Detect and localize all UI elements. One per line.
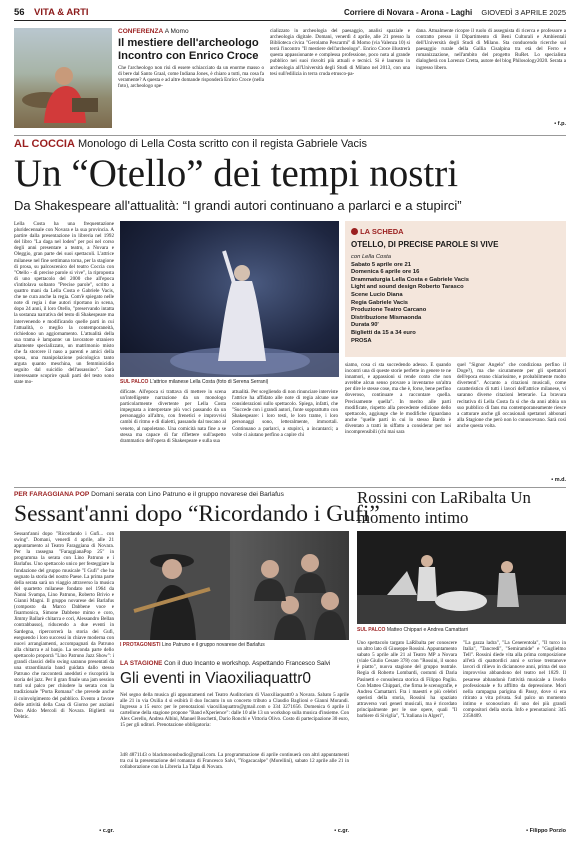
info-line: Produzione Teatro Carcano [351, 307, 427, 314]
info-box [345, 221, 566, 357]
bullet-icon: • [551, 477, 554, 483]
section-name: VITA & ARTI [34, 7, 89, 18]
lella-costa-photo [120, 221, 339, 377]
top-article-signature: • f.p. [554, 121, 566, 127]
ribalta-article-signature: • Filippo Porzio [526, 828, 566, 834]
ribalta-photo [357, 531, 566, 624]
top-article-col3: dana. Attualmente ricopre il ruolo di assegnista di ricerca e professore a contratto presso il Dipartimento di Beni Culturali e Ambientali dell'Università degli Studi di Milano. Sta conducendo ricerche sul paesaggio rurale della Gallia Cisalpina tra età del Ferro e romanizzazione, nell'ambito del progetto RuRet. Lo specialista dialogherà con Lorenzo Cretta, autore del blog Philosology2020. Serata a ingresso libero. [416, 28, 566, 71]
main-article-col4: siamo, cosa ci sta succedendo adesso. E quando incontri una di queste storie perfette in genere te ne innamori, e appassioni si rende conto che non avrebbe alcun senso provare a inventarne un'altra per dire le stesse cose, ma che è, forse, bene perfino doveroso, continuare a raccontare quella. Precisamente quella". In merito alle parti modificate, rispetto alla precedente edizione dello spettacolo, aggiunge che le modifiche riguardano anche "quelle parti in cui lo stesso Bardo è diventato a tratti in siffatto a considerar per noi incomprensibili (chi mai sara [345, 362, 451, 436]
ribalta-article-col1: Uno spettacolo targato LaRibalta per conoscere un altro lato di Giuseppe Rossini. Appuntamento sabato 5 aprile alle 21 al Teatro MP a Novara (viale Giulio Cesare 378) con "Rossini, il suono è piatto", nuova stagione del gruppo teatrale. Regia di Roberto Lombardi, costumi di Daria Pasinetti e consulenza storica di Filippo Pagliu. Con Matteo Chippari, che firma le scenografie, e Andrea Camattarri. Fra i maestri e più celebri operisti della storia, Rossini ha spaziato attraverso vari generi musicali, ma è ricordato principalmente per le sue opere, quali "Il barbiere di Siviglia", "L'italiana in Algeri", [357, 640, 457, 720]
separator-rule [14, 135, 566, 136]
top-article-title: Il mestiere dell'archeologo Incontro con Enrico Croce [118, 37, 259, 62]
info-line: Drammaturgia Lella Costa e Gabriele Vacis [351, 276, 469, 283]
page-number: 56 [14, 7, 25, 18]
main-article-subtitle: Da Shakespeare all'attualità: “I grandi autori continuano a parlarci e a stupirci” [14, 198, 462, 213]
info-box-lines [351, 254, 560, 345]
stagione-article-col2: 348 4871143 o blackmoonsbudio@gmail.com. La programmazione di aprile continuerà con altri appuntamenti tra cui la presentazione del romanzo di Francesco Salvi, "Yogacacalpe" (Morellini), sabato 12 aprile alle 21 in collaborazione con la Libreria La Talpa di Novara. [120, 752, 349, 771]
ribalta-article-col2: "La gazza ladra", "La Cenerentola", "Il turco in Italia", "Tancredi", "Semiramide" e "Guglielmo Tell". Rossini diede vita alla prima composizione all'età di quattordici anni e scrisse trentanove lavori di rilievo in diciannove anni, prima del suo improvviso abbandono del teatro nel 1829. Il pesarese abbandonò l'attività musicale a livello professionale e fu afflitto da depressione. Morì nella campagna parigina di Passy, dove si era ritirato a vita privata. Sul palco un momento intimo e sconosciuto di uno dei più grandi compositori della storia. Info e prenotazioni: 345 2358409. [463, 640, 566, 720]
gufi-photo-caption: I PROTAGONISTI Lino Patruno e il gruppo novarese dei Barlafus [120, 642, 265, 648]
gufi-article-signature: • c.gr. [99, 828, 114, 834]
info-line: Durata 90' [351, 322, 379, 329]
info-line: con Lella Costa [351, 254, 391, 260]
top-article-col1: Che l'archeologo non risi di essere schiacciato da un enorme masso o di bere dal Santo Graal, come Indiana Jones, è chiaro a tutti, ma cosa fa veramente? A questa e ad altre domande risponderà Enrico Croce (nella foto), archeologo spe- [118, 65, 264, 90]
stagione-article-title: Gli eventi in Viaoxiliaquattr0 [120, 670, 311, 687]
info-line: Scene Lucio Diana [351, 291, 403, 298]
gufi-photo [120, 531, 349, 640]
info-icon [351, 228, 358, 235]
archaeologist-photo [14, 28, 112, 128]
info-line: Domenica 6 aprile ore 16 [351, 269, 420, 276]
ribalta-article-title: Rossini con LaRibalta Un momento intimo [357, 488, 531, 527]
bullet-icon: • [554, 121, 557, 127]
main-photo-caption: SUL PALCO L'attrice milanese Lella Costa (foto di Serena Serrani) [120, 379, 269, 385]
main-article-col3: attualità. Per scegliendo di non rinunciare interviste l'attrice ha affidato alle note di regia alcune sue considerazioni sullo spettacolo. Spiega, infatti, che "Succede con i grandi autori, fonte sopprattutto con Shakespeare: i loro testi, le loro trame, i loro personaggi sono, letteralmente, immortali. Continuano a parlarci, a stupirci, a incantarci; a volte ci aiutano perfino a capire chi [232, 389, 338, 438]
main-article-overline: AL COCCIA Monologo di Lella Costa scritto con il regista Gabriele Vacis [14, 138, 367, 150]
info-line: Sabato 5 aprile ore 21 [351, 261, 411, 268]
bullet-icon: • [99, 828, 102, 834]
info-line: Regia Gabriele Vacis [351, 299, 409, 306]
stagione-article-overline: LA STAGIONE Con il duo Incanto e workshop. Aspettando Francesco Salvi [120, 660, 331, 667]
stagione-article-signature: • c.gr. [334, 828, 349, 834]
top-article-col2: cializzato in archeologia del paesaggio, analisi spaziale e archeologia digitale. Domani, venerdì 4 aprile, alle 21 presso la Biblioteca civica "Gerolamo Pescarmi" di Momo (via Valenza 10) si terrà l'incontro "Il mestiere dell'archeologo". Enrico Croce illustrerà questa appassionante e complessa professione, poco nota al grande pubblico nei suoi risvolti più attuali e tecnici. Si è laureato in archeologia all'Università degli Studi di Milano nel 2013, con una tesi sull'edilizia in terra cruda etrusco-pa- [270, 28, 410, 77]
info-line: Light and sound design Roberto Tarasco [351, 284, 464, 291]
info-box-title: OTELLO, DI PRECISE PAROLE SI VIVE [351, 240, 499, 249]
main-article-col1: Lella Costa ha una frequentazione pluridecennale con Novara e la sua provincia. A partire dalla presentazione in libreria nel 1992 del libro "La daga nel loden" per poi nel corso degli anni presentare a teatro, a Novara e Oleggio, gran parte dei suoi spettacoli. L'attrice milanese nel fine settimana torna, per la stagione di prosa, su palcoscenico del teatro Coccia con "Otello - di precise parole si vive", la riproposta di uno spettacolo del 2000 che all'epoca s'intitolava soltanto "Precise parole", scritto a quattro mani da Lella Costa e Gabriele Vacis, che ne cura anche la regia. Com'è spiegato nelle note di regia i due autori riportano in scena, dopo 24 anni, il loro Otello, "preservando intatta la sostanza narrativa del testo di Shakespeare ma intervenendo e modificando quelle parti in cui l'attualità, o meglio la contemporaneità, richiedono un aggiornamento. L'attualità della sua trama è lampante: un lavoratore straniero altamente specializzato, un matrimonio misto che fa storcere il naso a parenti e amici della sposa, una manipolazione psicologica tanto arguta quanto meschina, un femminicidio seguito dal suicidio dell'assassino". Sarà interessante scoprire quali parti del testo sono state mo- [14, 221, 114, 386]
info-box-label: LA SCHEDA [351, 227, 560, 236]
info-line: Biglietti da 15 a 34 euro [351, 329, 416, 336]
issue-date: GIOVEDÌ 3 APRILE 2025 [481, 8, 566, 17]
info-line: PROSA [351, 337, 372, 344]
bullet-icon: • [334, 828, 337, 834]
gufi-article-text: Sessant'anni dopo "Ricordando i Gufi... con swing". Domani, venerdì 4 aprile, alle 21 appuntamento al Teatro Faraggiana di Novara. Per la rassegna "FaraggianaPop 25" in programma la serata con Lino Patruno e i Barlafus. Uno spettacolo unico per festeggiare la fondazione del gruppo musicale "I Gufi" che ha segnato la storia del nostro Paese. La prima parte della serata sarà un viaggio attraverso la musica del quartetto milanese fondato nel 1964 da Nanni Svampa, Lino Patruno, Roberto Brivio e Gianni Magni. Il gruppo novarese dei Barlafus (composto da Marco Dabbene voce e fisarmonica, Simone Dabbene mimo e coro, Jimmy Ballarè chitarra e cori, Alessandro Bellan contrabbasso), riducendo a due eventi in Sardegna, ripercorrerà la storia dei Gufi, eseguendo i loro successi in chiave moderna con nuovi arrangiamenti, accompagnati da Patruno alla chitarra e al banjo. La seconda parte dello spettacolo proporrà "Lino Patruno Jazz Show": i grandi classici dello swing saranno presentati da una straordinaria band guidata dallo stesso Patruno che racconterà aneddoti e riscoprirà la storia del jazz. Per il gran finale una jam session tutti sul palco per chiudere la serata con la tradizionale "Porta Romana" che prevede anche il coinvolgimento del pubblico. Evento a favore delle attività della Casa di Giorno per anziani Don Aldo Mercoli di Novara. Biglietti su Webtic. [14, 531, 114, 720]
gufi-article-title: Sessant'anni dopo “Ricordando i Gufi” [14, 501, 380, 527]
bullet-icon: • [526, 828, 529, 834]
newspaper-name: Corriere di Novara - Arona - Laghi [344, 8, 473, 17]
main-article-signature: • m.d. [551, 477, 566, 483]
top-article-kicker: CONFERENZA A Momo [118, 28, 189, 35]
stagione-article-col1: Nel segno della musica gli appuntamenti nel Teatro Auditorium di Viaoxiliaquattr0 a Novara. Sabato 5 aprile alle 21 in via Oxilia 4 si esibirà il duo Incanto in un concerto tributo a Claudio Baglioni e Gianni Morandi. Ingresso a 15 euro: per le prenotazioni viaoxiliaquattro@gmail.com o 334 3271656. Domenica 6 aprile il cartellone della stagione propone "Band eXperience": dalle 10 alle 13 un workshop sulla musica d'insieme. Con Alex Cerello, Andrea Albini, Manuel Boschetti, Dario Ronchi e Vittoria Olivo. Costo di partecipazione 30 euro, 15 per gli uditori. Prenotazione obbligatoria: [120, 692, 349, 729]
info-line: Distribuzione Mismaonda [351, 314, 422, 321]
main-article-col2: dificate. All'epoca si trattava di mettere in scena un'intelligente narrazione da un monologo particolarmente divertente per Lella Costa impegnata a interpretare più voci passando da un personaggio all'altro, con frenetici e improvvisi cambi di ritmo e di dialetti, passando dal toscano al veneto, al napoletano. Una comicità nata fine a se stessa ma capace di far riflettere sull'aspetto drammatico dell'opera di Shakespeare e sulla sua [120, 389, 226, 444]
ribalta-photo-caption: SUL PALCO Matteo Chippari e Andrea Camattarri [357, 627, 469, 633]
main-article-title: Un “Otello” dei tempi nostri [14, 152, 459, 195]
main-article-col5: quel "Signor Angelo" che condiziona perfino il Doge?), ma che sicuramente per gli spettatori dell'epoca erano chiarissime, e probabilmente molto divertenti". Accanto a citazioni musicali, come caratteristico di tutti i lavori dell'attrice milanese, vi saranno diverse citazioni letterarie. La bravura recitativa di Lella Costa fa sì che da anni abbia un suo pubblico di fans ma contemporaneamente riesce a catturare anche gli occasionali spettatori abbonati alla Stagione che però non lo conoscevano. Sarà così anche questa volta. [457, 362, 566, 429]
page-header [14, 7, 566, 21]
gufi-article-overline: PER FARAGGIANA POP Domani serata con Lino Patruno e il gruppo novarese dei Barlafus [14, 491, 284, 498]
